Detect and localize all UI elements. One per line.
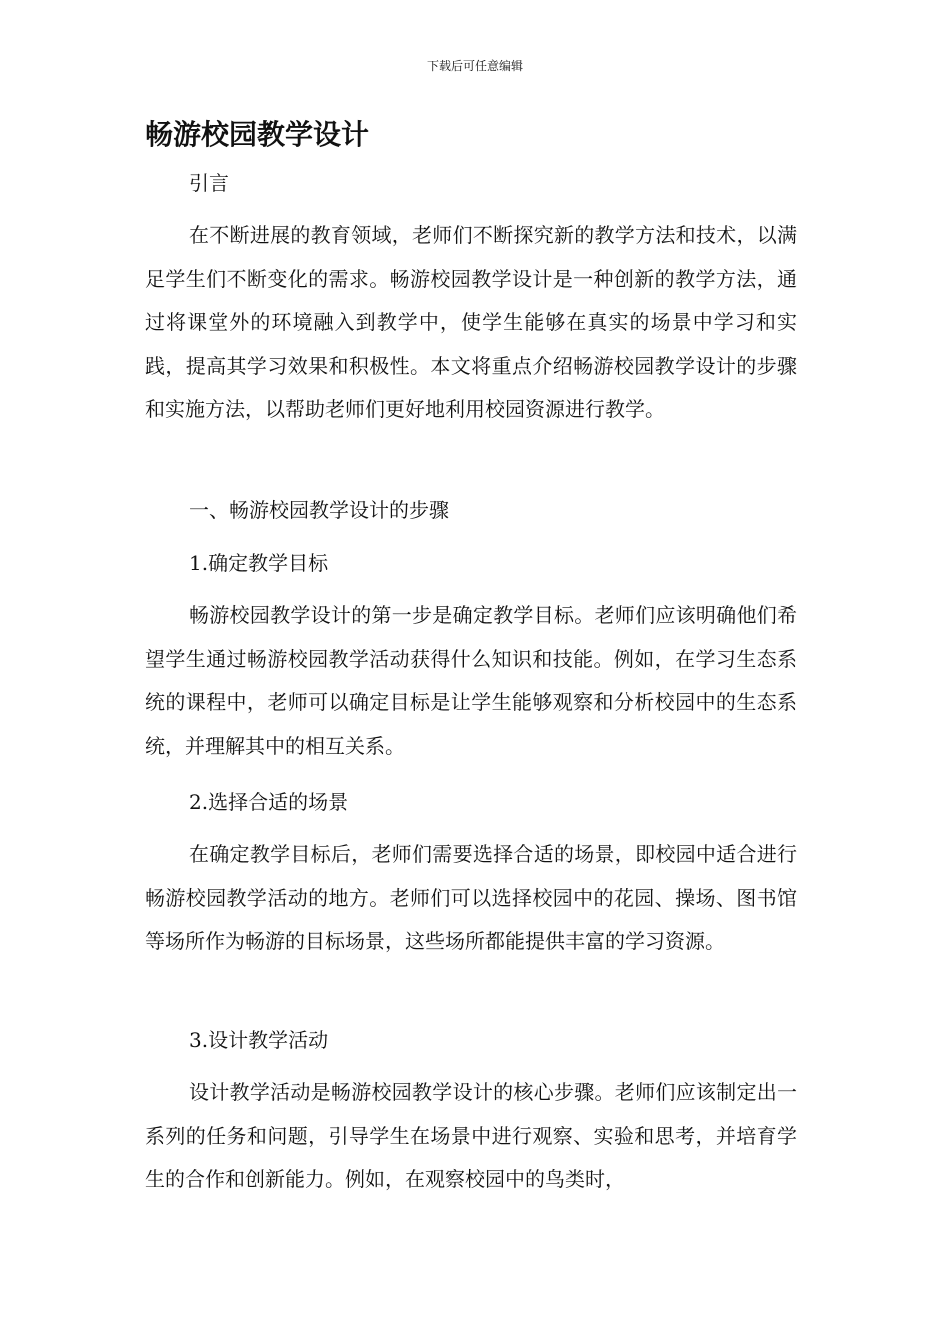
step3-heading: 3.设计教学活动: [189, 1028, 329, 1052]
page-header-note: 下载后可任意编辑: [426, 59, 523, 73]
document-title: 畅游校园教学设计: [145, 118, 370, 151]
step1-paragraph: 畅游校园教学设计的第一步是确定教学目标。老师们应该明确他们希望学生通过畅游校园教学活动获得什么知识和技能。例如，在学习生态系统的课程中，老师可以确定目标是让学生能够观察和分析校园中的生态系统，并理解其中的相互关系。: [145, 603, 797, 758]
step3-paragraph: 设计教学活动是畅游校园教学设计的核心步骤。老师们应该制定出一系列的任务和问题，引导学生在场景中进行观察、实验和思考，并培育学生的合作和创新能力。例如，在观察校园中的鸟类时，: [145, 1080, 797, 1191]
section-heading-steps: 一、畅游校园教学设计的步骤: [189, 498, 449, 522]
step2-heading: 2.选择合适的场景: [189, 790, 349, 814]
intro-paragraph: 在不断进展的教育领域，老师们不断探究新的教学方法和技术，以满足学生们不断变化的需求。畅游校园教学设计是一种创新的教学方法，通过将课堂外的环境融入到教学中，使学生能够在真实的场景中学习和实践，提高其学习效果和积极性。本文将重点介绍畅游校园教学设计的步骤和实施方法，以帮助老师们更好地利用校园资源进行教学。: [145, 223, 797, 421]
step1-heading: 1.确定教学目标: [189, 551, 329, 575]
intro-heading: 引言: [189, 171, 229, 195]
step2-paragraph: 在确定教学目标后，老师们需要选择合适的场景，即校园中适合进行畅游校园教学活动的地方。老师们可以选择校园中的花园、操场、图书馆等场所作为畅游的目标场景，这些场所都能提供丰富的学习资源。: [145, 842, 797, 953]
